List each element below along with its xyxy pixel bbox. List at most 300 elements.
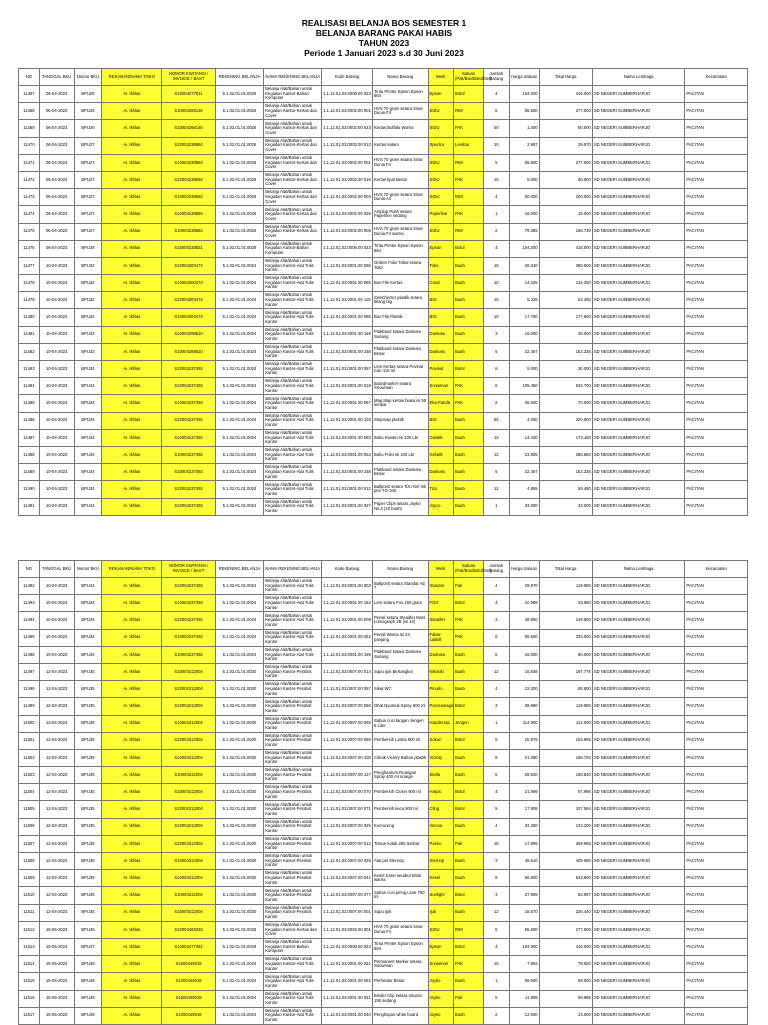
cell-nama-barang: Kertas sataro bbox=[373, 137, 429, 154]
cell-nomor-bku: BPU48 bbox=[74, 956, 102, 973]
cell-kecamatan: PACITAN bbox=[685, 103, 748, 120]
cell-nama-rekening: Belanja Alat/Bahan untuk Kegiatan Kantor-Perabot Kantor bbox=[264, 870, 322, 887]
cell-nama-barang: Amplop Putih setara Paperline sedang bbox=[373, 206, 429, 223]
cell-satuan: Botol bbox=[454, 887, 484, 904]
cell-total-harga: 30.000 bbox=[539, 361, 592, 378]
cell-no: 11481 bbox=[19, 326, 40, 343]
cell-harga-satuan: 26.040 bbox=[509, 257, 539, 274]
cell-nomor-kwitansi: S10004238684 bbox=[162, 154, 215, 171]
cell-kecamatan: PACITAN bbox=[685, 275, 748, 292]
cell-tanggal-bku: 10-04-2023 bbox=[39, 257, 74, 274]
cell-tanggal-bku: 15-05-2023 bbox=[39, 990, 74, 1007]
cell-nomor-kwitansi: S10004312004 bbox=[162, 749, 215, 766]
cell-total-harga: 416.000 bbox=[539, 938, 592, 955]
cell-total-harga: 53.250 bbox=[539, 292, 592, 309]
cell-jumlah-barang: 1 bbox=[484, 715, 509, 732]
cell-harga-satuan: 13.425 bbox=[509, 275, 539, 292]
cell-satuan: Jerigen bbox=[454, 715, 484, 732]
cell-nama-lembaga: SD NEGERI SUMBERHARJO bbox=[592, 361, 685, 378]
cell-tanggal-bku: 10-04-2023 bbox=[39, 595, 74, 612]
cell-nomor-bku: BPU35 bbox=[74, 835, 102, 852]
cell-nama-lembaga: SD NEGERI SUMBERHARJO bbox=[592, 395, 685, 412]
cell-harga-satuan: 35.000 bbox=[509, 395, 539, 412]
cell-nama-lembaga: SD NEGERI SUMBERHARJO bbox=[592, 1007, 685, 1024]
cell-nama-barang: Pensil setara Steadler Mars Lumograph 2B (isi 12) bbox=[373, 612, 429, 629]
cell-tanggal-bku: 10-04-2023 bbox=[39, 646, 74, 663]
cell-nomor-kwitansi: S10004238684 bbox=[162, 137, 215, 154]
cell-no: 11516 bbox=[19, 990, 40, 1007]
cell-nomor-bku: BPU34 bbox=[74, 646, 102, 663]
cell-merk: Daimaru bbox=[428, 646, 453, 663]
cell-tanggal-bku: 10-04-2023 bbox=[39, 629, 74, 646]
cell-rekanan: Ai. Ikhlas bbox=[102, 681, 162, 698]
cell-nomor-kwitansi: S10004237492 bbox=[162, 429, 215, 446]
cell-satuan: Buah bbox=[454, 446, 484, 463]
cell-nomor-bku: BPU32 bbox=[74, 309, 102, 326]
cell-kecamatan: PACITAN bbox=[685, 801, 748, 818]
cell-merk: Coral bbox=[428, 275, 453, 292]
cell-total-harga: 60.000 bbox=[539, 171, 592, 188]
table-header-row bbox=[19, 69, 748, 86]
cell-total-harga: 83.997 bbox=[539, 887, 592, 904]
cell-rekening-belanja: 5.1.02.01.01.0030 bbox=[215, 663, 264, 680]
cell-no: 11504 bbox=[19, 784, 40, 801]
header-nama-rekening: NAMA REKENING BELANJA bbox=[264, 561, 322, 578]
cell-merk: Handscrap bbox=[428, 715, 453, 732]
cell-total-harga: 187.776 bbox=[539, 663, 592, 680]
cell-nama-barang: Permanent Marker setara Snowman bbox=[373, 956, 429, 973]
cell-nomor-bku: BPU33 bbox=[74, 326, 102, 343]
cell-kode-barang: 1.1.12.01.03.0001.00 083 bbox=[322, 429, 373, 446]
cell-satuan: Buah bbox=[454, 853, 484, 870]
cell-harga-satuan: 69.000 bbox=[509, 973, 539, 990]
cell-no: 11492 bbox=[19, 578, 40, 595]
cell-nama-rekening: Belanja Alat/Bahan untuk Kegiatan Kantor-Kertas dan Cover bbox=[264, 921, 322, 938]
cell-nomor-kwitansi: S10004469333 bbox=[162, 921, 215, 938]
cell-tanggal-bku: 12-04-2023 bbox=[39, 698, 74, 715]
header-satuan: Satuan (Pak/Box/Botol/Set) bbox=[454, 561, 484, 578]
cell-nomor-kwitansi: S10004237492 bbox=[162, 498, 215, 515]
table-row bbox=[19, 395, 748, 412]
cell-rekening-belanja: 5.1.02.01.01.0029 bbox=[215, 938, 264, 955]
cell-satuan: Buah bbox=[454, 973, 484, 990]
cell-merk: Epson bbox=[428, 86, 453, 103]
cell-rekening-belanja: 5.1.02.01.01.0024 bbox=[215, 612, 264, 629]
header-nama-rekening: NAMA REKENING BELANJA bbox=[264, 69, 322, 86]
cell-rekanan: Ai. Ikhlas bbox=[102, 154, 162, 171]
cell-nama-barang: Lem Kertas setara Povinal Cair 115 ml bbox=[373, 361, 429, 378]
cell-satuan: Buah bbox=[454, 429, 484, 446]
cell-kode-barang: 1.1.12.01.03.0001.00 021 bbox=[322, 956, 373, 973]
cell-nomor-bku: BPU34 bbox=[74, 578, 102, 595]
cell-harga-satuan: 15.648 bbox=[509, 663, 539, 680]
cell-nama-barang: Sabun cuci piring Lime 750 ml bbox=[373, 887, 429, 904]
cell-nama-lembaga: SD NEGERI SUMBERHARJO bbox=[592, 103, 685, 120]
cell-kecamatan: PACITAN bbox=[685, 429, 748, 446]
cell-no: 11468 bbox=[19, 103, 40, 120]
cell-nama-barang: Kesel Karet serabut tebal warna bbox=[373, 870, 429, 887]
cell-total-harga: 158.730 bbox=[539, 223, 592, 240]
cell-nama-barang: Penghaarum Ruangan Spray 400 ml orange bbox=[373, 767, 429, 784]
cell-total-harga: 69.000 bbox=[539, 973, 592, 990]
cell-kecamatan: PACITAN bbox=[685, 784, 748, 801]
cell-jumlah-barang: 15 bbox=[484, 257, 509, 274]
cell-satuan: Buah bbox=[454, 343, 484, 360]
cell-no: 11505 bbox=[19, 801, 40, 818]
cell-rekanan: Ai. Ikhlas bbox=[102, 629, 162, 646]
cell-nama-rekening: Belanja Alat/Bahan untuk Kegiatan Kantor-Kertas dan Cover bbox=[264, 120, 322, 137]
cell-nomor-kwitansi: S10004312004 bbox=[162, 715, 215, 732]
cell-tanggal-bku: 10-04-2023 bbox=[39, 326, 74, 343]
cell-merk: Tizo bbox=[428, 481, 453, 498]
cell-nama-lembaga: SD NEGERI SUMBERHARJO bbox=[592, 595, 685, 612]
table-row bbox=[19, 767, 748, 784]
cell-nomor-kwitansi: S10004312004 bbox=[162, 767, 215, 784]
table-row bbox=[19, 646, 748, 663]
cell-nomor-kwitansi: S1000449018 bbox=[162, 1007, 215, 1024]
cell-jumlah-barang: 3 bbox=[484, 698, 509, 715]
cell-no: 11499 bbox=[19, 698, 40, 715]
cell-nama-rekening: Belanja Alat/Bahan untuk Kegiatan Kantor-Bahan Komputer bbox=[264, 240, 322, 257]
cell-nomor-kwitansi: S10004477481 bbox=[162, 938, 215, 955]
cell-nomor-bku: BPU34 bbox=[74, 429, 102, 446]
cell-tanggal-bku: 12-04-2023 bbox=[39, 663, 74, 680]
cell-satuan: Buah bbox=[454, 412, 484, 429]
cell-total-harga: 133.200 bbox=[539, 818, 592, 835]
cell-rekanan: Ai. Ikhlas bbox=[102, 137, 162, 154]
cell-tanggal-bku: 12-04-2023 bbox=[39, 870, 74, 887]
cell-jumlah-barang: 5 bbox=[484, 343, 509, 360]
cell-nama-rekening: Belanja Alat/Bahan untuk Kegiatan Kantor-Alat Tulis Kantor bbox=[264, 990, 322, 1007]
cell-kecamatan: PACITAN bbox=[685, 361, 748, 378]
cell-nomor-bku: BPU48 bbox=[74, 990, 102, 1007]
header-rekanan: REKANAN/NAMA TOKO bbox=[102, 69, 162, 86]
cell-harga-satuan: 6.000 bbox=[509, 171, 539, 188]
cell-nama-lembaga: SD NEGERI SUMBERHARJO bbox=[592, 663, 685, 680]
table-row bbox=[19, 361, 748, 378]
cell-no: 11512 bbox=[19, 921, 40, 938]
table-row bbox=[19, 343, 748, 360]
cell-kecamatan: PACITAN bbox=[685, 732, 748, 749]
cell-rekanan: Ai. Ikhlas bbox=[102, 870, 162, 887]
cell-nama-rekening: Belanja Alat/Bahan untuk Kegiatan Kantor-Perabot Kantor bbox=[264, 767, 322, 784]
cell-nomor-bku: BPU35 bbox=[74, 887, 102, 904]
cell-merk: Gelatik bbox=[428, 446, 453, 463]
cell-jumlah-barang: 4 bbox=[484, 578, 509, 595]
cell-no: 11496 bbox=[19, 646, 40, 663]
cell-kecamatan: PACITAN bbox=[685, 767, 748, 784]
cell-harga-satuan: 10.988 bbox=[509, 595, 539, 612]
cell-kode-barang: 1.1.12.01.03.0007.00 071 bbox=[322, 801, 373, 818]
cell-merk: Gelatik bbox=[428, 429, 453, 446]
table-row bbox=[19, 818, 748, 835]
cell-kecamatan: PACITAN bbox=[685, 663, 748, 680]
cell-jumlah-barang: 1 bbox=[484, 206, 509, 223]
cell-nama-barang: Tinta Printer Epson Epson 664 bbox=[373, 86, 429, 103]
cell-nama-barang: Sapu Ijuk bbox=[373, 904, 429, 921]
cell-jumlah-barang: 5 bbox=[484, 646, 509, 663]
cell-nomor-bku: BPU32 bbox=[74, 257, 102, 274]
cell-total-harga: 70.000 bbox=[539, 395, 592, 412]
cell-nomor-bku: BPU35 bbox=[74, 801, 102, 818]
cell-tanggal-bku: 10-04-2023 bbox=[39, 612, 74, 629]
cell-jumlah-barang: 12 bbox=[484, 446, 509, 463]
cell-rekening-belanja: 5.1.02.01.01.0030 bbox=[215, 835, 264, 852]
cell-rekening-belanja: 5.1.02.01.01.0024 bbox=[215, 956, 264, 973]
cell-nomor-kwitansi: S10004237492 bbox=[162, 378, 215, 395]
cell-harga-satuan: 45.510 bbox=[509, 853, 539, 870]
cell-nama-barang: HVS 70 gram setara Sinar Dunia F4 bbox=[373, 103, 429, 120]
cell-tanggal-bku: 06-04-2023 bbox=[39, 137, 74, 154]
cell-no: 11490 bbox=[19, 481, 40, 498]
cell-merk: Sternop bbox=[428, 853, 453, 870]
header-nomor-bku: Nomor BKU bbox=[74, 69, 102, 86]
cell-kecamatan: PACITAN bbox=[685, 887, 748, 904]
cell-jumlah-barang: 4 bbox=[484, 784, 509, 801]
cell-satuan: Buah bbox=[454, 326, 484, 343]
cell-nama-lembaga: SD NEGERI SUMBERHARJO bbox=[592, 429, 685, 446]
cell-nama-rekening: Belanja Alat/Bahan untuk Kegiatan Kantor-Alat Tulis Kantor bbox=[264, 481, 322, 498]
cell-kecamatan: PACITAN bbox=[685, 612, 748, 629]
cell-nama-lembaga: SD NEGERI SUMBERHARJO bbox=[592, 870, 685, 887]
cell-tanggal-bku: 10-04-2023 bbox=[39, 429, 74, 446]
table-row bbox=[19, 835, 748, 852]
cell-merk: Povinal bbox=[428, 361, 453, 378]
cell-tanggal-bku: 12-04-2023 bbox=[39, 749, 74, 766]
table-row bbox=[19, 189, 748, 206]
cell-total-harga: 416.000 bbox=[539, 86, 592, 103]
cell-nama-barang: Ballpoint setara Standar AE 7 bbox=[373, 578, 429, 595]
cell-nama-rekening: Belanja Alat/Bahan untuk Kegiatan Kantor-Alat Tulis Kantor bbox=[264, 429, 322, 446]
cell-harga-satuan: 22.200 bbox=[509, 681, 539, 698]
report-title-4: Periode 1 Januari 2023 s.d 30 Juni 2023 bbox=[304, 48, 464, 58]
cell-nama-barang: Sapu Ijuk Bertangkai bbox=[373, 663, 429, 680]
cell-rekanan: Ai. Ikhlas bbox=[102, 378, 162, 395]
cell-nama-barang: Sabun cuci tangan Jerigen 5 Liter bbox=[373, 715, 429, 732]
cell-nomor-bku: BPU48 bbox=[74, 1007, 102, 1024]
cell-nama-rekening: Belanja Alat/Bahan untuk Kegiatan Kantor-Alat Tulis Kantor bbox=[264, 292, 322, 309]
cell-total-harga: 119.880 bbox=[539, 698, 592, 715]
cell-kecamatan: PACITAN bbox=[685, 481, 748, 498]
cell-rekening-belanja: 5.1.02.01.01.0024 bbox=[215, 395, 264, 412]
cell-nama-rekening: Belanja Alat/Bahan untuk Kegiatan Kantor-Alat Tulis Kantor bbox=[264, 498, 322, 515]
cell-merk: SIDU bbox=[428, 154, 453, 171]
cell-kode-barang: 1.1.12.01.03.0001.00 053 bbox=[322, 446, 373, 463]
cell-jumlah-barang: 2 bbox=[484, 395, 509, 412]
cell-rekanan: Ai. Ikhlas bbox=[102, 887, 162, 904]
cell-nama-barang: Lem setara Fox 150 gram bbox=[373, 595, 429, 612]
cell-kecamatan: PACITAN bbox=[685, 921, 748, 938]
cell-harga-satuan: 17.760 bbox=[509, 309, 539, 326]
cell-kode-barang: 1.1.12.01.03.0001.00 159 bbox=[322, 646, 373, 663]
cell-satuan: Buah bbox=[454, 292, 484, 309]
cell-kode-barang: 1.1.12.01.03.0007.00 012 bbox=[322, 835, 373, 852]
cell-total-harga: 226.440 bbox=[539, 904, 592, 921]
cell-no: 11508 bbox=[19, 853, 40, 870]
cell-rekanan: Ai. Ikhlas bbox=[102, 921, 162, 938]
cell-no: 11486 bbox=[19, 412, 40, 429]
cell-harga-satuan: 5.000 bbox=[509, 361, 539, 378]
cell-satuan: Pak bbox=[454, 990, 484, 1007]
cell-harga-satuan: 55.500 bbox=[509, 629, 539, 646]
cell-nomor-bku: BPU34 bbox=[74, 629, 102, 646]
cell-rekening-belanja: 5.1.02.01.01.0030 bbox=[215, 784, 264, 801]
cell-kecamatan: PACITAN bbox=[685, 292, 748, 309]
header-satuan: Satuan (Pak/Box/Botol/Set) bbox=[454, 69, 484, 86]
cell-merk: Paperline bbox=[428, 206, 453, 223]
cell-total-harga: 162.335 bbox=[539, 343, 592, 360]
cell-merk: Kesel bbox=[428, 870, 453, 887]
cell-harga-satuan: 1.000 bbox=[509, 120, 539, 137]
header-nama-barang: Nama Barang bbox=[373, 561, 429, 578]
table-row bbox=[19, 904, 748, 921]
cell-jumlah-barang: 6 bbox=[484, 361, 509, 378]
cell-merk: Standar bbox=[428, 578, 453, 595]
cell-no: 11467 bbox=[19, 86, 40, 103]
cell-rekanan: Ai. Ikhlas bbox=[102, 343, 162, 360]
cell-total-harga: 277.500 bbox=[539, 103, 592, 120]
cell-nomor-kwitansi: S10004237492 bbox=[162, 595, 215, 612]
cell-nama-lembaga: SD NEGERI SUMBERHARJO bbox=[592, 309, 685, 326]
cell-rekening-belanja: 5.1.02.01.01.0024 bbox=[215, 1007, 264, 1024]
cell-kode-barang: 1.1.12.01.03.0001.00 018 bbox=[322, 378, 373, 395]
table-row bbox=[19, 378, 748, 395]
cell-nama-lembaga: SD NEGERI SUMBERHARJO bbox=[592, 481, 685, 498]
report-title-1: REALISASI BELANJA BOS SEMESTER 1 bbox=[301, 18, 467, 28]
cell-tanggal-bku: 06-04-2023 bbox=[39, 86, 74, 103]
cell-nomor-bku: BPU34 bbox=[74, 481, 102, 498]
cell-nomor-bku: BPU35 bbox=[74, 818, 102, 835]
cell-rekanan: Ai. Ikhlas bbox=[102, 309, 162, 326]
cell-jumlah-barang: 1 bbox=[484, 973, 509, 990]
cell-rekanan: Ai. Ikhlas bbox=[102, 361, 162, 378]
table-row bbox=[19, 309, 748, 326]
cell-kode-barang: 1.1.12.01.03.0001.00 052 bbox=[322, 973, 373, 990]
cell-jumlah-barang: 50 bbox=[484, 120, 509, 137]
table-row bbox=[19, 732, 748, 749]
cell-rekening-belanja: 5.1.02.01.01.0029 bbox=[215, 86, 264, 103]
cell-nomor-kwitansi: S10004237492 bbox=[162, 612, 215, 629]
cell-kode-barang: 1.1.12.01.03.0007.00 041 bbox=[322, 870, 373, 887]
cell-jumlah-barang: 12 bbox=[484, 904, 509, 921]
table-row bbox=[19, 257, 748, 274]
cell-nomor-bku: BPU27 bbox=[74, 223, 102, 240]
cell-nomor-kwitansi: S10004300474 bbox=[162, 275, 215, 292]
cell-nama-rekening: Belanja Alat/Bahan untuk Kegiatan Kantor-Bahan Komputer bbox=[264, 938, 322, 955]
cell-nama-barang: Cikrak Victory Bahan plastik bbox=[373, 749, 429, 766]
cell-kode-barang: 1.1.12.01.03.0001.00 085 bbox=[322, 275, 373, 292]
cell-total-harga: 24.000 bbox=[539, 1007, 592, 1024]
cell-rekanan: Ai. Ikhlas bbox=[102, 784, 162, 801]
table-row bbox=[19, 464, 748, 481]
cell-kecamatan: PACITAN bbox=[685, 189, 748, 206]
cell-nomor-kwitansi: S10004298510 bbox=[162, 343, 215, 360]
cell-nomor-kwitansi: S10004312004 bbox=[162, 904, 215, 921]
header-jumlah-barang: Jumlah Barang bbox=[484, 561, 509, 578]
cell-merk: Spectra bbox=[428, 137, 453, 154]
header-harga-satuan: Harga Satuan bbox=[509, 69, 539, 86]
cell-kecamatan: PACITAN bbox=[685, 870, 748, 887]
expense-table-2 bbox=[18, 560, 748, 1025]
cell-nama-lembaga: SD NEGERI SUMBERHARJO bbox=[592, 818, 685, 835]
cell-nama-lembaga: SD NEGERI SUMBERHARJO bbox=[592, 921, 685, 938]
cell-nomor-bku: BPU35 bbox=[74, 767, 102, 784]
cell-rekanan: Ai. Ikhlas bbox=[102, 646, 162, 663]
cell-nama-rekening: Belanja Alat/Bahan untuk Kegiatan Kantor-Alat Tulis Kantor bbox=[264, 446, 322, 463]
cell-tanggal-bku: 10-04-2023 bbox=[39, 446, 74, 463]
cell-rekanan: Ai. Ikhlas bbox=[102, 120, 162, 137]
cell-jumlah-barang: 15 bbox=[484, 835, 509, 852]
cell-nama-rekening: Belanja Alat/Bahan untuk Kegiatan Kantor-Kertas dan Cover bbox=[264, 223, 322, 240]
cell-nama-rekening: Belanja Alat/Bahan untuk Kegiatan Kantor-Alat Tulis Kantor bbox=[264, 646, 322, 663]
cell-kode-barang: 1.1.12.01.03.0001.00 031 bbox=[322, 990, 373, 1007]
cell-total-harga: 269.985 bbox=[539, 835, 592, 852]
cell-merk: Joyco bbox=[428, 498, 453, 515]
cell-harga-satuan: 18.000 bbox=[509, 206, 539, 223]
cell-satuan: PAK bbox=[454, 206, 484, 223]
table-row bbox=[19, 853, 748, 870]
cell-merk: Joyko bbox=[428, 990, 453, 1007]
cell-nama-rekening: Belanja Alat/Bahan untuk Kegiatan Kantor-Kertas dan Cover bbox=[264, 206, 322, 223]
cell-kode-barang: 1.1.12.01.03.0001.00 027 bbox=[322, 498, 373, 515]
cell-jumlah-barang: 10 bbox=[484, 171, 509, 188]
cell-jumlah-barang: 5 bbox=[484, 464, 509, 481]
cell-total-harga: 114.000 bbox=[539, 715, 592, 732]
cell-rekanan: Ai. Ikhlas bbox=[102, 853, 162, 870]
cell-nomor-kwitansi: S10004237492 bbox=[162, 412, 215, 429]
cell-total-harga: 119.880 bbox=[539, 578, 592, 595]
cell-kecamatan: PACITAN bbox=[685, 938, 748, 955]
cell-tanggal-bku: 12-04-2023 bbox=[39, 887, 74, 904]
cell-rekanan: Ai. Ikhlas bbox=[102, 257, 162, 274]
cell-nama-barang: Binder Clip setara Ukuran 155 sedang bbox=[373, 990, 429, 1007]
cell-nama-barang: Pembersih Lantai 900 ml bbox=[373, 732, 429, 749]
cell-kode-barang: 1.1.12.01.03.0007.00 127 bbox=[322, 767, 373, 784]
header-nomor-kwitansi: NOMOR KWITANSI / INVOICE / BAST bbox=[162, 561, 215, 578]
cell-merk: Nikmah bbox=[428, 663, 453, 680]
cell-satuan: Botol bbox=[454, 86, 484, 103]
cell-nomor-kwitansi: S10004266146 bbox=[162, 120, 215, 137]
cell-harga-satuan: 16.000 bbox=[509, 326, 539, 343]
cell-nama-rekening: Belanja Alat/Bahan untuk Kegiatan Kantor-Perabot Kantor bbox=[264, 904, 322, 921]
cell-satuan: Botol bbox=[454, 732, 484, 749]
cell-nama-lembaga: SD NEGERI SUMBERHARJO bbox=[592, 732, 685, 749]
cell-no: 11500 bbox=[19, 715, 40, 732]
cell-kecamatan: PACITAN bbox=[685, 818, 748, 835]
cell-merk: Ijuk bbox=[428, 904, 453, 921]
cell-nama-rekening: Belanja Alat/Bahan untuk Kegiatan Kantor-Perabot Kantor bbox=[264, 853, 322, 870]
cell-rekening-belanja: 5.1.02.01.01.0024 bbox=[215, 292, 264, 309]
cell-rekening-belanja: 5.1.02.01.01.0026 bbox=[215, 189, 264, 206]
cell-satuan: RIM bbox=[454, 154, 484, 171]
cell-jumlah-barang: 2 bbox=[484, 223, 509, 240]
cell-rekening-belanja: 5.1.02.01.01.0024 bbox=[215, 275, 264, 292]
cell-nomor-kwitansi: S1000449018 bbox=[162, 990, 215, 1007]
cell-kecamatan: PACITAN bbox=[685, 990, 748, 1007]
header-merk: Merk bbox=[428, 561, 453, 578]
cell-nama-lembaga: SD NEGERI SUMBERHARJO bbox=[592, 171, 685, 188]
header-total-harga: Total Harga bbox=[539, 69, 592, 86]
cell-nomor-kwitansi: S10004312004 bbox=[162, 663, 215, 680]
cell-no: 11507 bbox=[19, 835, 40, 852]
cell-nama-barang: HVS 70 gram setara Sinar Dunia F4 bbox=[373, 154, 429, 171]
cell-kecamatan: PACITAN bbox=[685, 154, 748, 171]
cell-kode-barang: 1.1.12.01.03.0002.00 005 bbox=[322, 223, 373, 240]
cell-nomor-bku: BPU35 bbox=[74, 870, 102, 887]
cell-nama-barang: Tinta Printer Epson Epson 664 bbox=[373, 240, 429, 257]
cell-no: 11477 bbox=[19, 257, 40, 274]
cell-tanggal-bku: 06-04-2023 bbox=[39, 223, 74, 240]
